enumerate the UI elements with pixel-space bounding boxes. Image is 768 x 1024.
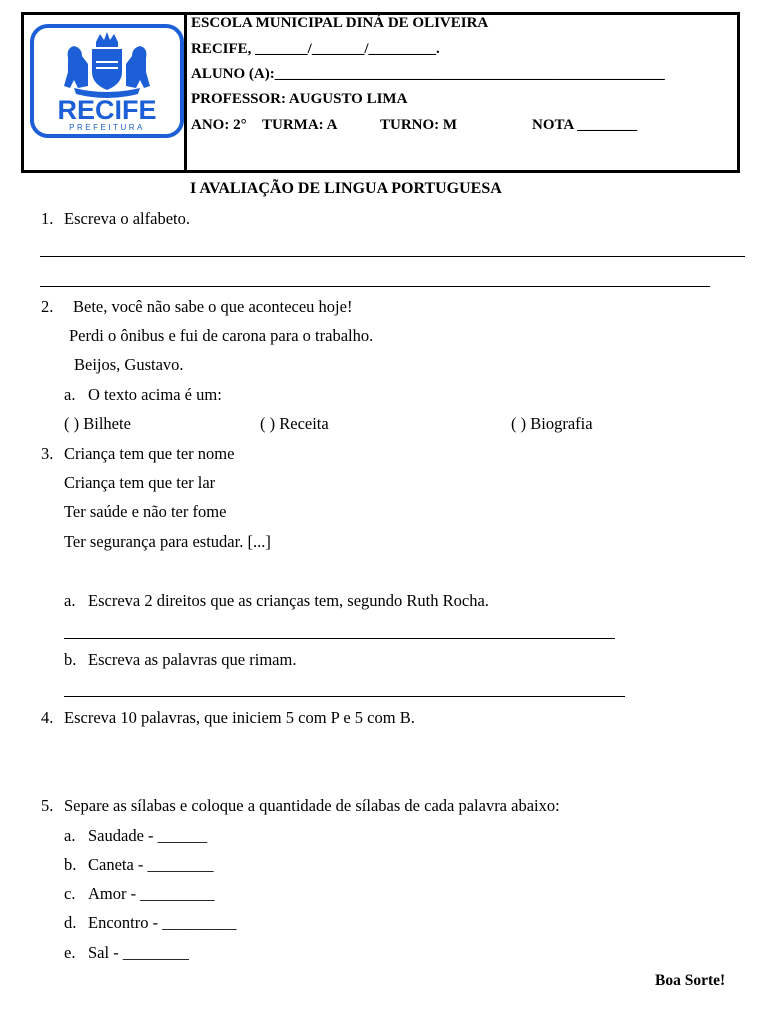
q3a-answer-line[interactable] (64, 638, 615, 639)
q3-poem-line-1: Criança tem que ter nome (64, 444, 235, 463)
q5b-label: b. (64, 855, 77, 874)
q2a-label: a. (64, 385, 76, 404)
q5-text: Separe as sílabas e coloque a quantidade de sílabas de cada palavra abaixo: (64, 796, 560, 815)
q2-text-line-3: Beijos, Gustavo. (74, 355, 184, 374)
student-name-field[interactable]: ALUNO (A):____________________________________________________ (191, 66, 665, 82)
page-title: I AVALIAÇÃO DE LINGUA PORTUGUESA (190, 180, 502, 197)
q2-text-line-2: Perdi o ônibus e fui de carona para o trabalho. (69, 326, 374, 345)
q1-text: Escreva o alfabeto. (64, 209, 190, 228)
q3-number: 3. (41, 444, 54, 463)
q5c-item[interactable]: Amor - _________ (88, 884, 215, 903)
logo-sub: PREFEITURA (69, 123, 145, 132)
q5c-label: c. (64, 884, 76, 903)
q1-number: 1. (41, 209, 54, 228)
header-divider (184, 12, 187, 173)
q2-option-bilhete[interactable]: ( ) Bilhete (64, 414, 131, 433)
q5a-item[interactable]: Saudade - ______ (88, 826, 208, 845)
q5e-label: e. (64, 943, 76, 962)
q3a-text: Escreva 2 direitos que as crianças tem, segundo Ruth Rocha. (88, 591, 489, 610)
q3b-answer-line[interactable] (64, 696, 625, 697)
class-name: TURMA: A (262, 117, 338, 133)
shift: TURNO: M (380, 117, 458, 133)
recife-logo (30, 24, 184, 138)
q5e-item[interactable]: Sal - ________ (88, 943, 189, 962)
q3a-label: a. (64, 591, 76, 610)
q5a-label: a. (64, 826, 76, 845)
q5-number: 5. (41, 796, 54, 815)
q2-option-biografia[interactable]: ( ) Biografia (511, 414, 593, 433)
school-name: ESCOLA MUNICIPAL DINÁ DE OLIVEIRA (191, 15, 489, 31)
q2a-text: O texto acima é um: (88, 385, 222, 404)
grade-year: ANO: 2° (191, 117, 247, 133)
q5d-item[interactable]: Encontro - _________ (88, 913, 237, 932)
q3-poem-line-4: Ter segurança para estudar. [...] (64, 532, 271, 551)
teacher-name: PROFESSOR: AUGUSTO LIMA (191, 91, 408, 107)
logo-name: RECIFE (57, 95, 157, 125)
good-luck-footer: Boa Sorte! (655, 972, 726, 989)
q1-answer-line-1[interactable] (40, 256, 745, 257)
q4-number: 4. (41, 708, 54, 727)
q3-poem-line-2: Criança tem que ter lar (64, 473, 216, 492)
q2-number: 2. (41, 297, 54, 316)
q5d-label: d. (64, 913, 77, 932)
q3b-text: Escreva as palavras que rimam. (88, 650, 297, 669)
date-field[interactable]: RECIFE, _______/_______/_________. (191, 41, 440, 57)
score-field[interactable]: NOTA ________ (532, 117, 638, 133)
q3-poem-line-3: Ter saúde e não ter fome (64, 502, 227, 521)
q1-answer-line-2[interactable] (40, 286, 710, 287)
q2-text-line-1: Bete, você não sabe o que aconteceu hoje! (73, 297, 353, 316)
q4-text: Escreva 10 palavras, que iniciem 5 com P e 5 com B. (64, 708, 415, 727)
q2-option-receita[interactable]: ( ) Receita (260, 414, 329, 433)
q3b-label: b. (64, 650, 77, 669)
q5b-item[interactable]: Caneta - ________ (88, 855, 214, 874)
